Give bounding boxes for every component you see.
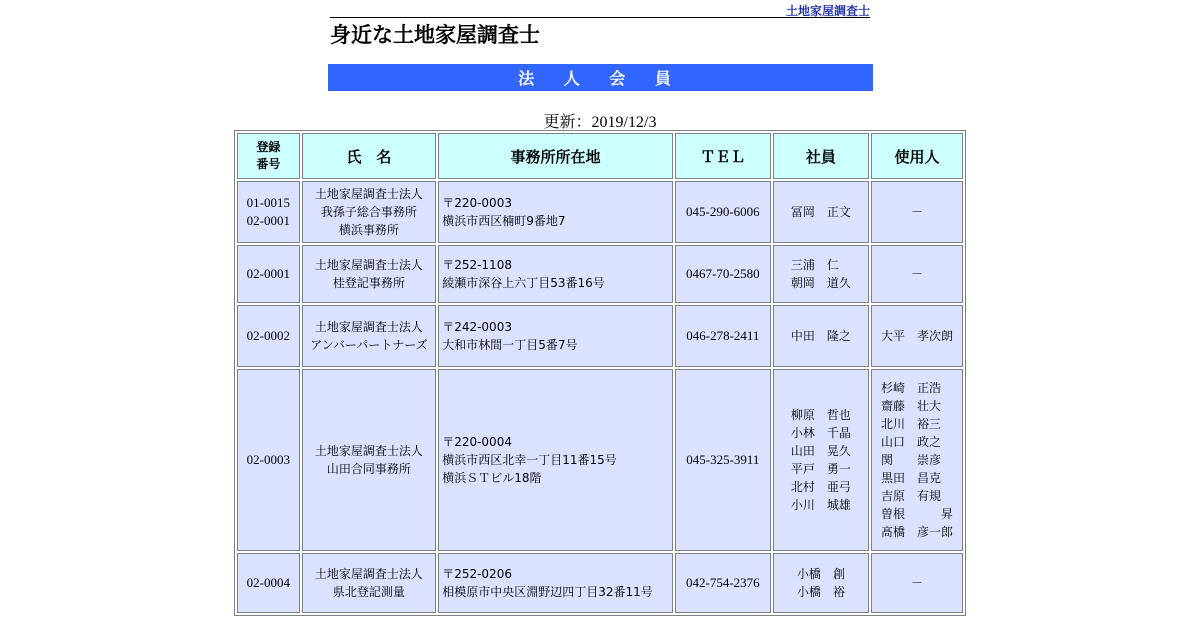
cell-address — [438, 369, 673, 551]
updated-date: 更新：2019/12/3 — [543, 114, 657, 131]
site-header — [330, 0, 870, 46]
employees-line: － — [910, 576, 923, 590]
header-employees: 使用人 — [871, 133, 963, 179]
staff-line: 北村 亜弓 — [790, 480, 851, 494]
header-address: 事務所所在地 — [438, 133, 673, 179]
page-banner — [328, 64, 873, 91]
table-row — [237, 181, 963, 243]
table-header-row — [237, 133, 963, 179]
employees-line: 関 崇彦 — [880, 453, 941, 467]
employees-line: － — [910, 267, 923, 281]
cell-reg-no — [237, 369, 300, 551]
cell-address — [438, 181, 673, 243]
reg_no-line: 02-0004 — [246, 575, 291, 590]
employees-line: 山口 政之 — [880, 435, 941, 449]
name-line: 土地家屋調査士法人 — [314, 187, 423, 201]
header-staff: 社員 — [773, 133, 869, 179]
employees-line: 吉原 有規 — [880, 489, 941, 503]
cell-name — [302, 305, 437, 367]
cell-staff — [773, 181, 869, 243]
address-line: 大和市林間一丁目5番7号 — [442, 338, 578, 352]
cell-reg-no — [237, 245, 300, 303]
cell-address — [438, 245, 673, 303]
name-line: 土地家屋調査士法人 — [314, 320, 423, 334]
staff-line: 中田 隆之 — [790, 329, 851, 343]
postal-code: 〒252-0206 — [442, 567, 512, 581]
corporate-members-table — [234, 130, 966, 616]
staff-line: 三浦 仁 — [790, 258, 839, 272]
employees-line: － — [910, 205, 923, 219]
cell-name — [302, 181, 437, 243]
postal-code: 〒220-0003 — [442, 196, 512, 210]
cell-reg-no — [237, 181, 300, 243]
banner-title: 法 人 会 員 — [518, 69, 683, 88]
cell-address — [438, 553, 673, 613]
address-line: 横浜市西区北幸一丁目11番15号 — [442, 453, 617, 467]
cell-employees — [871, 369, 963, 551]
table-row — [237, 369, 963, 551]
cell-employees — [871, 553, 963, 613]
header-reg-no: 登録 番号 — [237, 133, 300, 179]
address-line: 相模原市中央区淵野辺四丁目32番11号 — [442, 585, 653, 599]
cell-tel: 042-754-2376 — [675, 553, 771, 613]
table-row — [237, 245, 963, 303]
site-title: 身近な土地家屋調査士 — [330, 23, 540, 47]
staff-line: 小川 城雄 — [790, 498, 851, 512]
employees-line: 黒田 昌克 — [880, 471, 941, 485]
reg_no-line: 02-0003 — [246, 452, 291, 467]
staff-line: 平戸 勇一 — [790, 462, 851, 476]
cell-staff — [773, 369, 869, 551]
employees-line: 杉崎 正浩 — [880, 381, 941, 395]
cell-employees — [871, 245, 963, 303]
cell-staff — [773, 305, 869, 367]
staff-line: 山田 晃久 — [790, 444, 851, 458]
cell-name — [302, 369, 437, 551]
name-line: 横浜事務所 — [338, 223, 399, 237]
name-line: アンバーパートナーズ — [310, 338, 428, 352]
cell-employees — [871, 305, 963, 367]
staff-line: 小橋 裕 — [796, 585, 845, 599]
staff-line: 小橋 創 — [796, 567, 845, 581]
cell-tel: 0467-70-2580 — [675, 245, 771, 303]
staff-line: 柳原 哲也 — [790, 408, 851, 422]
name-line: 山田合同事務所 — [326, 462, 411, 476]
header-tel: ＴＥＬ — [675, 133, 771, 179]
name-line: 土地家屋調査士法人 — [314, 567, 423, 581]
staff-line: 冨岡 正文 — [790, 205, 851, 219]
name-line: 我孫子総合事務所 — [320, 205, 417, 219]
cell-name — [302, 245, 437, 303]
table-body — [237, 181, 963, 613]
reg_no-line: 02-0002 — [246, 328, 291, 343]
address-line: 横浜市西区楠町9番地7 — [442, 214, 566, 228]
name-line: 土地家屋調査士法人 — [314, 258, 423, 272]
reg_no-line: 01-0015 — [246, 195, 291, 210]
header-name: 氏 名 — [302, 133, 437, 179]
cell-tel: 045-290-6006 — [675, 181, 771, 243]
table-row — [237, 553, 963, 613]
reg_no-line: 02-0001 — [246, 266, 291, 281]
cell-reg-no — [237, 553, 300, 613]
table-row — [237, 305, 963, 367]
name-line: 桂登記事務所 — [332, 276, 405, 290]
employees-line: 齋藤 壮大 — [880, 399, 941, 413]
cell-address — [438, 305, 673, 367]
header-divider — [330, 17, 870, 18]
cell-employees — [871, 181, 963, 243]
postal-code: 〒220-0004 — [442, 435, 512, 449]
cell-tel: 046-278-2411 — [675, 305, 771, 367]
staff-line: 小林 千晶 — [790, 426, 851, 440]
employees-line: 曽根 昇 — [880, 507, 953, 521]
address-line: 綾瀬市深谷上六丁目53番16号 — [442, 276, 605, 290]
cell-name — [302, 553, 437, 613]
cell-staff — [773, 553, 869, 613]
reg_no-line: 02-0001 — [246, 213, 291, 228]
employees-line: 北川 裕三 — [880, 417, 941, 431]
name-line: 県北登記測量 — [332, 585, 405, 599]
name-line: 土地家屋調査士法人 — [314, 444, 423, 458]
brand-link[interactable]: 土地家屋調査士 — [785, 4, 870, 18]
employees-line: 大平 孝次朗 — [880, 329, 953, 343]
cell-tel: 045-325-3911 — [675, 369, 771, 551]
postal-code: 〒252-1108 — [442, 258, 512, 272]
address-line: 横浜ＳＴビル18階 — [442, 471, 542, 485]
employees-line: 髙橋 彦一郎 — [880, 525, 953, 539]
postal-code: 〒242-0003 — [442, 320, 512, 334]
staff-line: 朝岡 道久 — [790, 276, 851, 290]
cell-staff — [773, 245, 869, 303]
cell-reg-no — [237, 305, 300, 367]
